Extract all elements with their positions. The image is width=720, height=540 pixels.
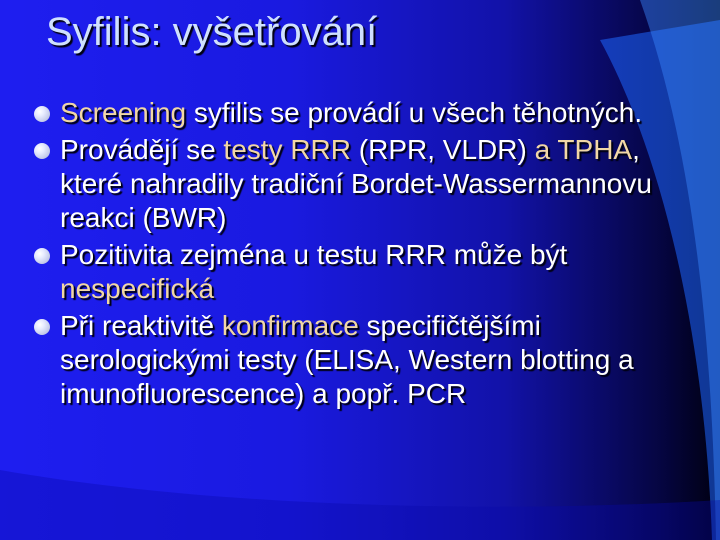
bullet-text: Pozitivita zejména u testu RRR může být bbox=[60, 239, 568, 270]
bullet-item bbox=[30, 96, 700, 130]
bullet-text: , které nahradily tradiční Bordet-Wassermannovu reakci (BWR) bbox=[60, 134, 652, 233]
highlighted-text: nespecifická bbox=[60, 273, 215, 304]
bullet-text: Při reaktivitě bbox=[60, 310, 222, 341]
bullet-text: syfilis se provádí u všech těhotných. bbox=[186, 97, 643, 128]
bullet-text: specifičtějšími serologickými testy (ELISA, Western blotting a imunofluorescence) a popř. PCR bbox=[60, 310, 634, 409]
bullet-icon bbox=[34, 248, 50, 264]
bullet-icon bbox=[34, 143, 50, 159]
bullet-item bbox=[30, 133, 700, 235]
bullet-text: (RPR, VLDR) bbox=[351, 134, 535, 165]
bullet-text: Provádějí se bbox=[60, 134, 224, 165]
bullet-icon bbox=[34, 319, 50, 335]
highlighted-text: Screening bbox=[60, 97, 187, 128]
bullet-item bbox=[30, 238, 700, 306]
highlighted-text: testy RRR bbox=[223, 134, 351, 165]
highlighted-text: konfirmace bbox=[221, 310, 359, 341]
highlighted-text: a TPHA bbox=[534, 134, 633, 165]
bullet-list bbox=[30, 96, 700, 414]
bullet-icon bbox=[34, 106, 50, 122]
slide-title: Syfilis: vyšetřování bbox=[46, 10, 378, 54]
bullet-item bbox=[30, 309, 700, 411]
